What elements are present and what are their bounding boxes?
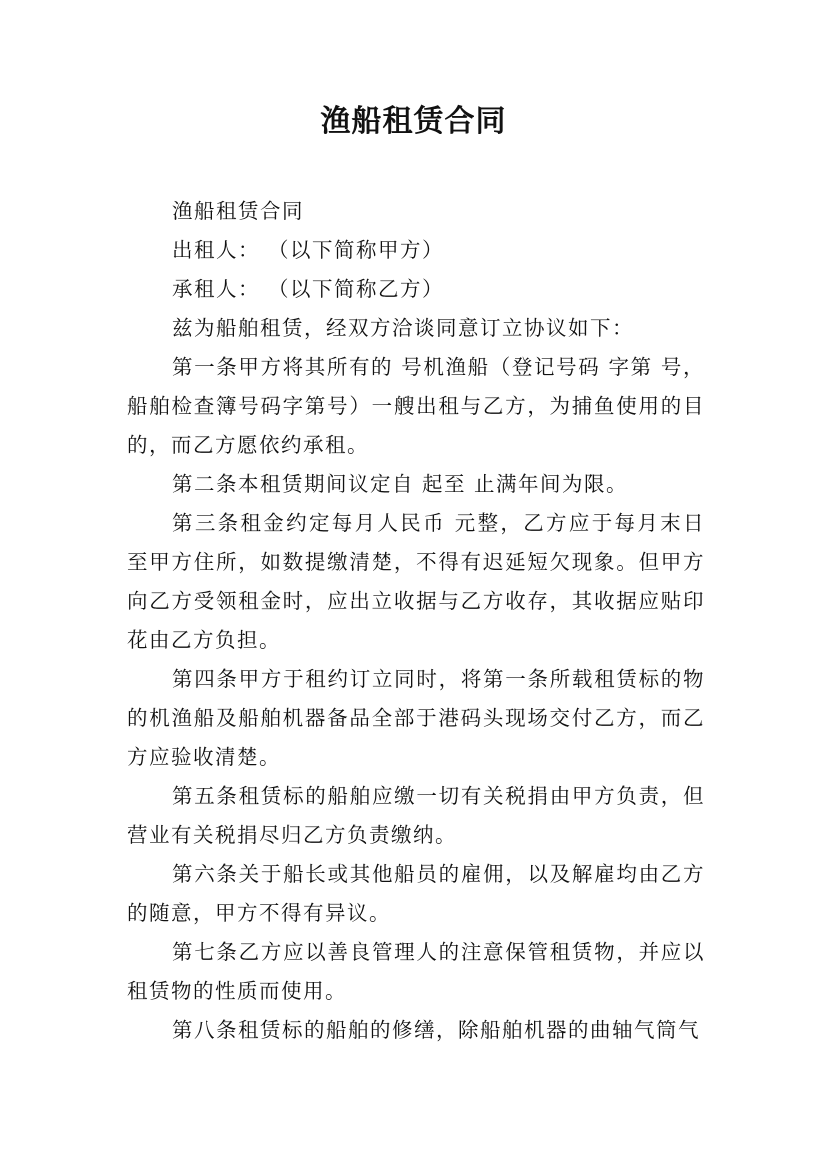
paragraph-lessor: 出租人： （以下简称甲方） (172, 238, 445, 262)
paragraph-article-6: 第六条关于船长或其他船员的雇佣，以及解雇均由乙方的随意，甲方不得有异议。 (127, 862, 705, 925)
paragraph-article-2: 第二条本租赁期间议定自 起至 止满年间为限。 (172, 472, 629, 496)
paragraph-article-8: 第八条租赁标的船舶的修缮，除船舶机器的曲轴气筒气 (172, 1018, 700, 1042)
paragraph-article-1: 第一条甲方将其所有的 号机渔船（登记号码 字第 号，船舶检查簿号码字第号）一艘出租与乙方，为捕鱼使用的目的，而乙方愿依约承租。 (127, 355, 705, 457)
paragraph-preamble: 兹为船舶租赁，经双方洽谈同意订立协议如下： (172, 316, 634, 340)
paragraph-lessee: 承租人： （以下简称乙方） (172, 277, 445, 301)
document-title: 渔船租赁合同 (320, 104, 507, 139)
paragraph-article-4: 第四条甲方于租约订立同时，将第一条所载租赁标的物的机渔船及船舶机器备品全部于港码头现场交付乙方，而乙方应验收清楚。 (127, 667, 705, 769)
paragraph-article-7: 第七条乙方应以善良管理人的注意保管租赁物，并应以租赁物的性质而使用。 (127, 940, 705, 1003)
paragraph-article-3: 第三条租金约定每月人民币 元整，乙方应于每月末日至甲方住所，如数提缴清楚，不得有迟延短欠现象。但甲方向乙方受领租金时，应出立收据与乙方收存，其收据应贴印花由乙方负担。 (127, 511, 705, 652)
paragraph-article-5: 第五条租赁标的船舶应缴一切有关税捐由甲方负责，但营业有关税捐尽归乙方负责缴纳。 (127, 784, 705, 847)
paragraph-heading: 渔船租赁合同 (172, 199, 304, 223)
document-body (127, 192, 705, 1050)
